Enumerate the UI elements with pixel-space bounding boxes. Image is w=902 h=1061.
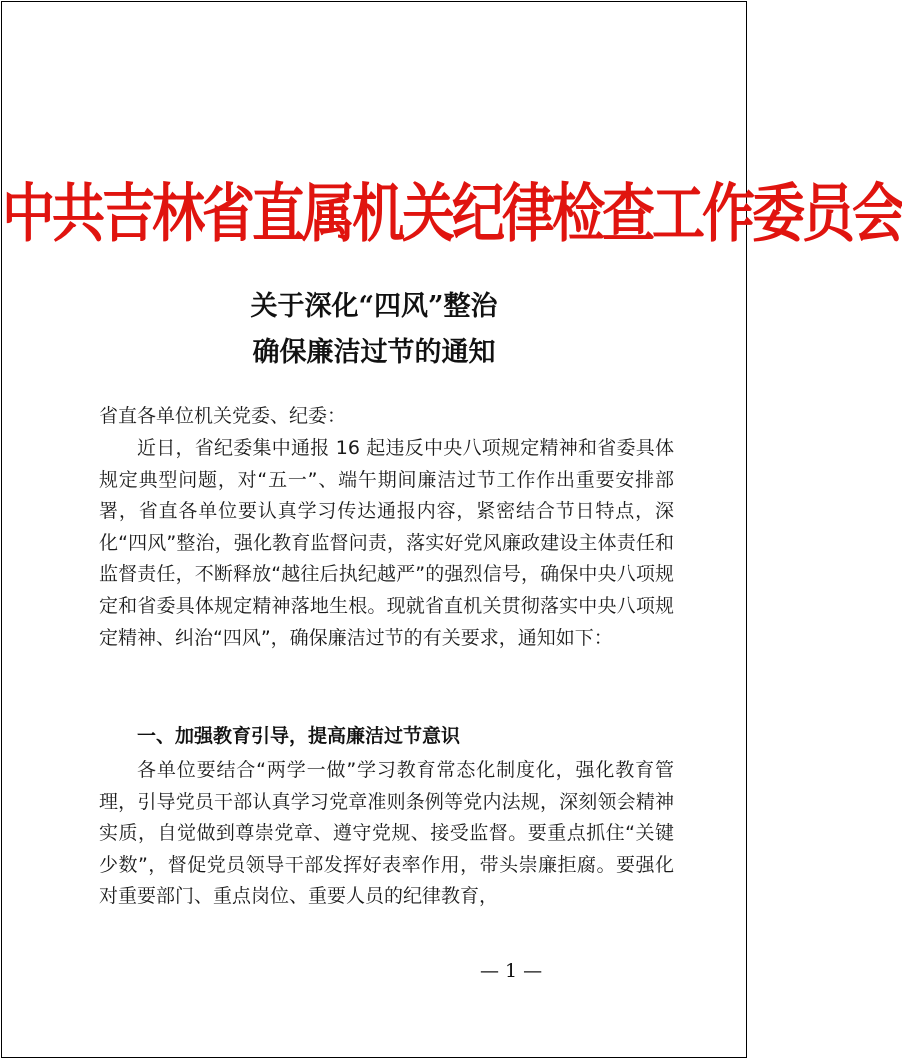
page-number: — 1 — bbox=[480, 960, 543, 982]
section-heading-1: 一、加强教育引导，提高廉洁过节意识 bbox=[137, 725, 461, 747]
notice-title-line-2: 确保廉洁过节的通知 bbox=[252, 337, 496, 368]
masthead-title: 中共吉林省直属机关纪律检查工作委员会 bbox=[2, 176, 902, 252]
body-paragraph-1: 近日，省纪委集中通报 16 起违反中央八项规定精神和省委具体规定典型问题，对“五一”、端午期间廉洁过节工作作出重要安排部署，省直各单位要认真学习传达通报内容，紧密结合节日特点，深化“四风”整治，强化教育监督问责，落实好党风廉政建设主体责任和监督责任，不断释放“越往后执纪越严”的强烈信号，确保中央八项规定和省委具体规定精神落地生根。现就省直机关贯彻落实中央八项规定精神、纠治“四风”，确保廉洁过节的有关要求，通知如下： bbox=[99, 437, 674, 649]
salutation: 省直各单位机关党委、纪委： bbox=[99, 405, 347, 427]
body-paragraph-2: 各单位要结合“两学一做”学习教育常态化制度化，强化教育管理，引导党员干部认真学习党章准则条例等党内法规，深刻领会精神实质，自觉做到尊崇党章、遵守党规、接受监督。要重点抓住“关键少数”，督促党员领导干部发挥好表率作用，带头崇廉拒腐。要强化对重要部门、重点岗位、重要人员的纪律教育， bbox=[99, 759, 674, 908]
notice-title-line-1: 关于深化“四风”整治 bbox=[250, 291, 498, 322]
document-page bbox=[1, 1, 902, 1058]
